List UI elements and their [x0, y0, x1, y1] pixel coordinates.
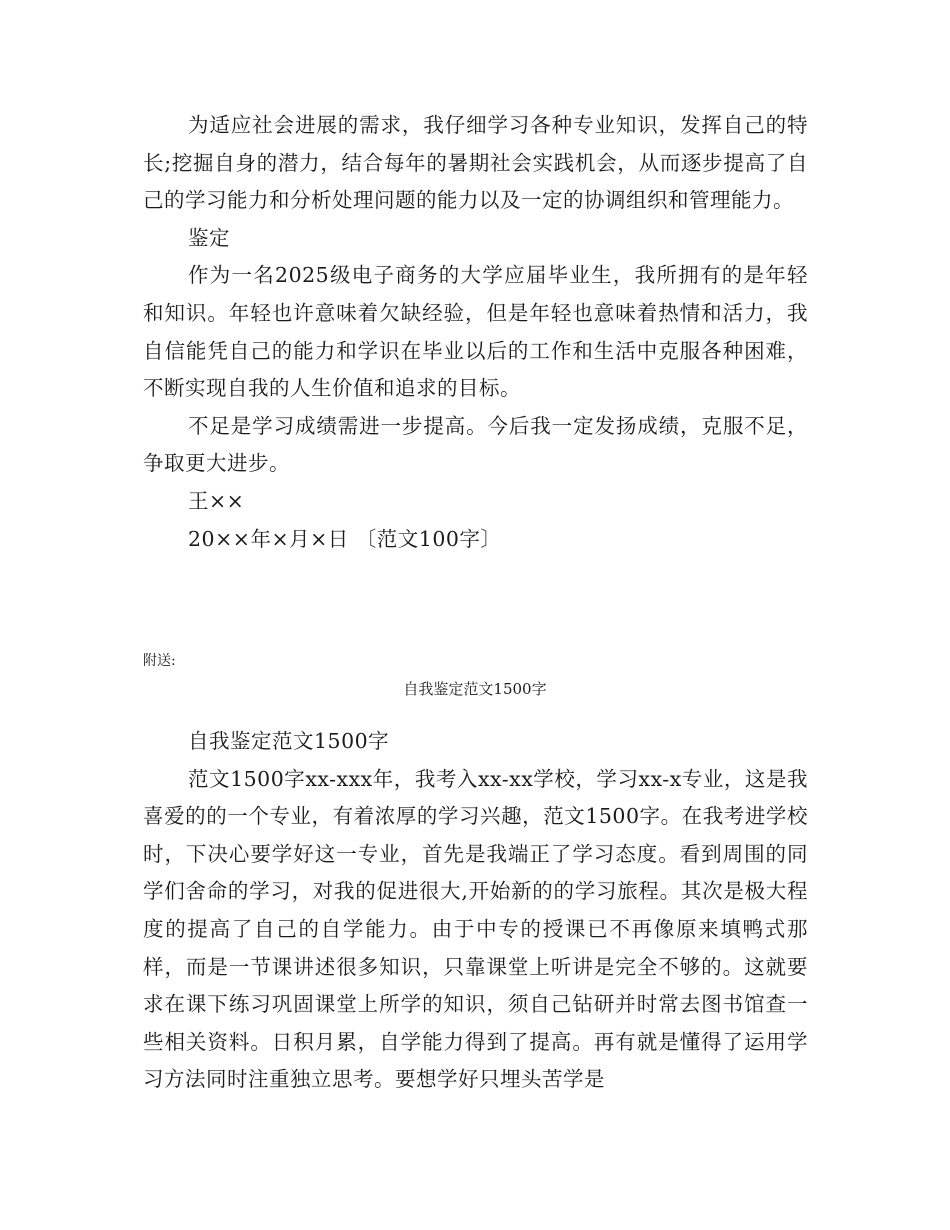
- essay-heading: 自我鉴定范文1500字: [188, 729, 390, 753]
- signature-name: 王××: [188, 488, 245, 513]
- heading-evaluation: 鉴定: [188, 225, 230, 250]
- appendix-title: 自我鉴定范文1500字: [403, 680, 547, 698]
- self-evaluation-section: [143, 107, 808, 558]
- paragraph-graduate-intro: 作为一名2025级电子商务的大学应届毕业生，我所拥有的是年轻和知识。年轻也许意味着欠缺经验，但是年轻也意味着热情和活力，我自信能凭自己的能力和学识在毕业以后的工作和生活中克服各种困难，不断实现自我的人生价值和追求的目标。: [143, 263, 808, 401]
- signature-date: 20××年×月×日 〔范文100字〕: [188, 526, 502, 551]
- appendix-label: 附送:: [143, 653, 176, 669]
- essay-paragraph: 范文1500字xx-xxx年，我考入xx-xx学校，学习xx-x专业，这是我喜爱的的一个专业，有着浓厚的学习兴趣，范文1500字。在我考进学校时，下决心要学好这一专业，首先是我端正了学习态度。看到周围的同学们舍命的学习，对我的促进很大,开始新的的学习旅程。其次是极大程度的提高了自己的自学能力。由于中专的授课已不再像原来填鸭式那样，而是一节课讲述很多知识，只靠课堂上听讲是完全不够的。这就要求在课下练习巩固课堂上所学的知识，须自己钻研并时常去图书馆查一些相关资料。日积月累，自学能力得到了提高。再有就是懂得了运用学习方法同时注重独立思考。要想学好只埋头苦学是: [143, 766, 808, 1092]
- paragraph-shortcomings: 不足是学习成绩需进一步提高。今后我一定发扬成绩，克服不足，争取更大进步。: [143, 413, 808, 476]
- sample-essay-section: [143, 723, 808, 1099]
- paragraph-study-ability: 为适应社会进展的需求，我仔细学习各种专业知识，发挥自己的特长;挖掘自身的潜力，结合每年的暑期社会实践机会，从而逐步提高了自己的学习能力和分析处理问题的能力以及一定的协调组织和管理能力。: [143, 113, 808, 213]
